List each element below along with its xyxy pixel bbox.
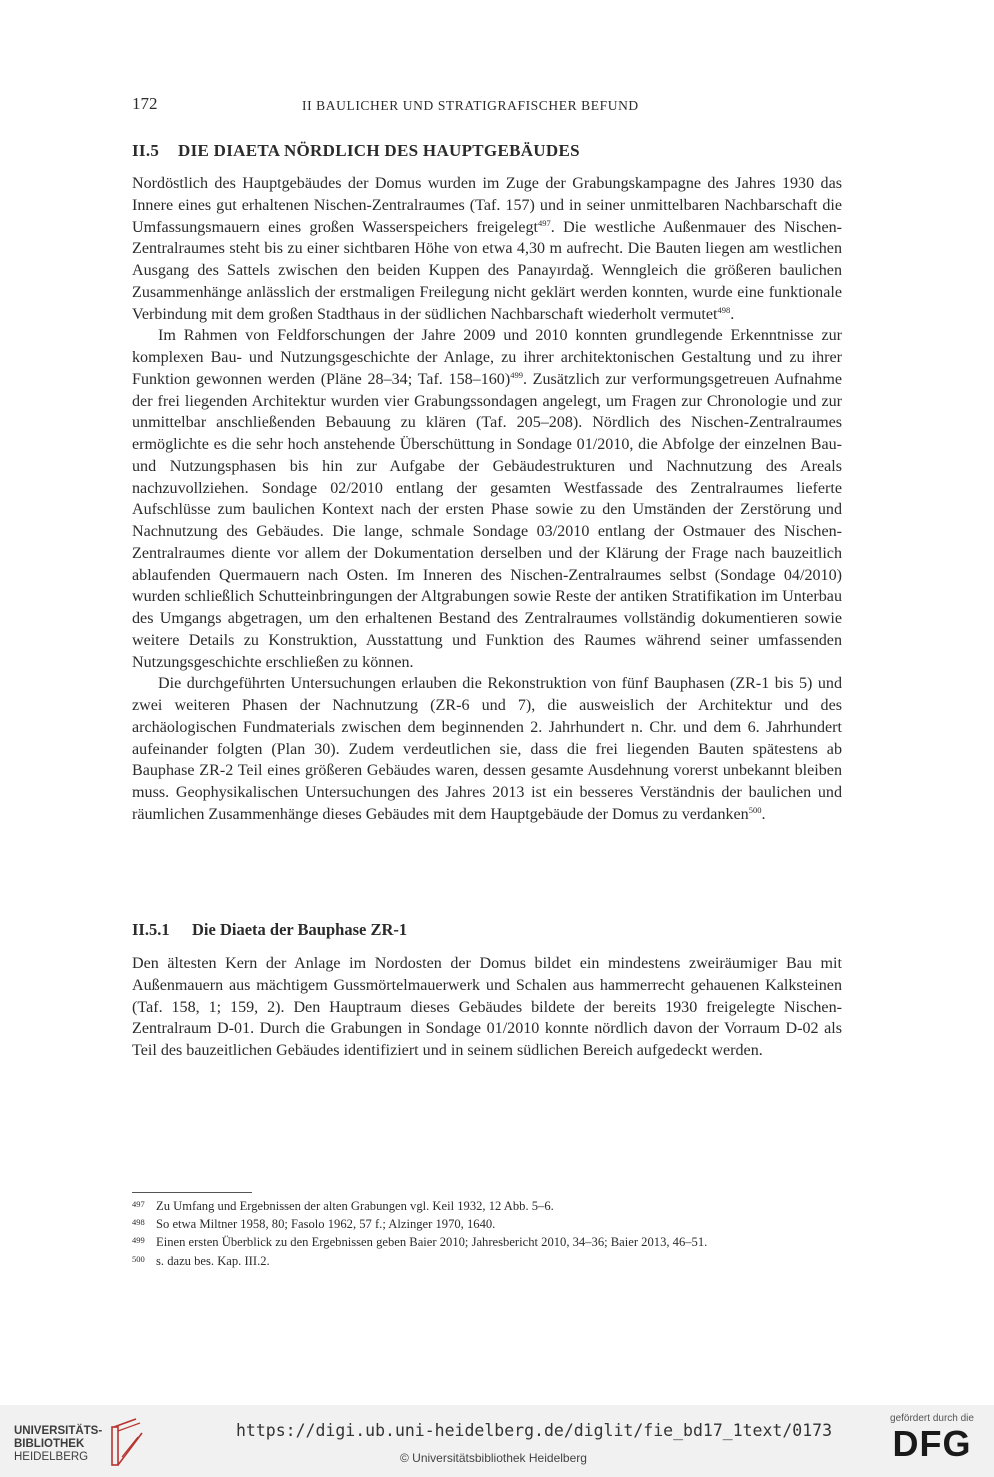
section-title: DIE DIAETA NÖRDLICH DES HAUPTGEBÄUDES bbox=[178, 141, 580, 160]
footnote-divider bbox=[132, 1192, 252, 1193]
paragraph-2: Im Rahmen von Feldforschungen der Jahre 2009 und 2010 konnten grundlegende Erkenntnisse zur komplexen Bau- und Nutzungsgeschichte der Anlage, zu ihrer architektonischen Gestaltung und zu ihrer Funktion gewonnen werden (Pläne 28–34; Taf. 158–160)$^{499}$. Zusätzlich zur verformungsgetreuen Aufnahme der frei liegenden Architektur wurden vier Grabungssondagen angelegt, um Fragen zur Chronologie und zur unmittelbar anschließenden Bebauung zu klären (Taf. 205–208). Nördlich des Nischen-Zentralraumes ermöglichte es die sehr hoch anstehende Überschüttung in Sondage 01/2010, die Abfolge der einzelnen Bau- und Nutzungsphasen bis hin zur Aufgabe der Gebäudestrukturen und Nachnutzung des Areals nachzuvollziehen. Sondage 02/2010 entlang der gesamten Westfassade des Zentralraumes lieferte Aufschlüsse zum baulichen Kontext nach der ersten Phase sowie zu den Umständen der Zerstörung und Nachnutzung des Gebäudes. Die lange, schmale Sondage 03/2010 entlang der Ostmauer des Nischen-Zentralraumes diente vor allem der Dokumentation derselben und der Klärung der Frage nach bauzeitlich ablaufenden Quermauern nach Osten. Im Inneren des Nischen-Zentralraumes selbst (Sondage 04/2010) wurden schließlich Schutteinbringungen der Altgrabungen sowie Reste der antiken Stratifikation im Unterbau des Umgangs abgetragen, um den erhaltenen Bestand des Zentralraumes vollständig dokumentieren sowie weitere Details zu Konstruktion, Ausstattung und Funktion des Raumes während seiner umfassenden Nutzungsgeschichte erschließen zu können. bbox=[132, 327, 842, 671]
footnote-text: Einen ersten Überblick zu den Ergebnissen geben Baier 2010; Jahresbericht 2010, 34–36; Baier 2013, 46–51. bbox=[156, 1235, 708, 1250]
paragraph-4: Den ältesten Kern der Anlage im Nordosten der Domus bildet ein mindestens zweiräumiger Bau mit Außenmauern aus mächtigem Gussmörtelmauerwerk und Schalen aus hammerrecht gehauenen Kalksteinen (Taf. 158, 1; 159, 2). Den Hauptraum dieses Gebäudes bildete der bereits 1930 freigelegte Nischen-Zentralraum D-01. Durch die Grabungen in Sondage 01/2010 konnte nördlich davon der Vorraum D-02 als Teil des bauzeitlichen Gebäudes identifiziert und in seinem südlichen Bereich aufgedeckt werden. bbox=[132, 955, 842, 1059]
subsection-title: Die Diaeta der Bauphase ZR-1 bbox=[192, 920, 408, 939]
dfg-caption: gefördert durch die bbox=[890, 1413, 974, 1424]
footnote-text: Zu Umfang und Ergebnissen der alten Grabungen vgl. Keil 1932, 12 Abb. 5–6. bbox=[156, 1199, 554, 1213]
section-number: II.5 bbox=[132, 141, 160, 160]
footnotes bbox=[132, 1197, 852, 1270]
footnote-text: So etwa Miltner 1958, 80; Fasolo 1962, 57 f.; Alzinger 1970, 1640. bbox=[156, 1217, 496, 1232]
subsection-text bbox=[132, 953, 842, 1062]
footnote-number: 500 bbox=[132, 1253, 145, 1264]
library-name: UNIVERSITÄTS- BIBLIOTHEK HEIDELBERG bbox=[14, 1425, 103, 1463]
footnote-text: s. dazu bes. Kap. III.2. bbox=[156, 1253, 270, 1268]
footnote-ref-499[interactable]: 499 bbox=[510, 369, 523, 380]
subsection-heading bbox=[132, 920, 842, 940]
dfg-funding[interactable] bbox=[880, 1413, 984, 1469]
page-number: 172 bbox=[132, 94, 158, 113]
copyright-notice: © Universitätsbibliothek Heidelberg bbox=[400, 1451, 587, 1465]
page-header bbox=[132, 94, 842, 118]
footnote-ref-498[interactable]: 498 bbox=[717, 304, 731, 315]
paragraph-3: Die durchgeführten Untersuchungen erlauben die Rekonstruktion von fünf Bauphasen (ZR-1 bis 5) und zwei weiteren Phasen der Nachnutzung (ZR-6 und 7), die ausweislich der Architektur und des archäologischen Fundmaterials zwischen dem beginnenden 2. Jahrhundert n. Chr. und dem 6. Jahrhundert aufeinander folgten (Plan 30). Zudem verdeutlichen sie, dass die frei liegenden Bauten spätestens ab Bauphase ZR-2 Teil eines größeren Gebäudes waren, dessen gesamte Ausdehnung vorerst unbekannt bleiben muss. Geophysikalischen Untersuchungen des Jahres 2013 ist ein besseres Verständnis der baulichen und räumlichen Zusammenhänge dieses Gebäudes mit dem Hauptgebäude der Domus zu verdanken$^{500}$. bbox=[132, 675, 842, 823]
footnote-ref-497[interactable]: 497 bbox=[538, 217, 551, 228]
footnote-number: 497 bbox=[132, 1199, 145, 1209]
dfg-logo: DFG bbox=[892, 1423, 972, 1464]
library-mark-icon bbox=[102, 1417, 144, 1467]
footnote bbox=[132, 1233, 852, 1251]
subsection-number: II.5.1 bbox=[132, 920, 170, 939]
footnote bbox=[132, 1215, 852, 1233]
running-head: II BAULICHER UND STRATIGRAFISCHER BEFUND bbox=[302, 98, 639, 113]
main-text bbox=[132, 173, 842, 826]
footnote-ref-500[interactable]: 500 bbox=[748, 804, 762, 815]
section-heading bbox=[132, 141, 842, 161]
footer-bar bbox=[0, 1405, 994, 1477]
footnote bbox=[132, 1197, 852, 1215]
paragraph-1: Nordöstlich des Hauptgebäudes der Domus wurden im Zuge der Grabungskampagne des Jahres 1930 das Innere eines gut erhaltenen Nischen-Zentralraumes (Taf. 157) und in seiner unmittelbaren Nachbarschaft die Umfassungsmauern eines großen Wasserspeichers freigelegt$^{497}$. Die westliche Außenmauer des Nischen-Zentralraumes steht bis zu einer sichtbaren Höhe von etwa 4,30 m aufrecht. Die Bauten liegen am westlichen Ausgang des Sattels zwischen den beiden Kuppen des Panayırdağ. Wenngleich die größeren baulichen Zusammenhänge anlässlich der erstmaligen Freilegung nicht geklärt werden konnten, wurde eine funktionale Verbindung mit dem großen Stadthaus in der südlichen Nachbarschaft wiederholt vermutet$^{498}$. bbox=[132, 175, 842, 323]
footnote bbox=[132, 1252, 852, 1270]
footnote-number: 499 bbox=[132, 1235, 145, 1246]
permalink-url[interactable]: https://digi.ub.uni-heidelberg.de/diglit/fie_bd17_1text/0173 bbox=[236, 1421, 833, 1440]
footnote-number: 498 bbox=[132, 1217, 145, 1228]
library-logo[interactable] bbox=[14, 1417, 144, 1467]
